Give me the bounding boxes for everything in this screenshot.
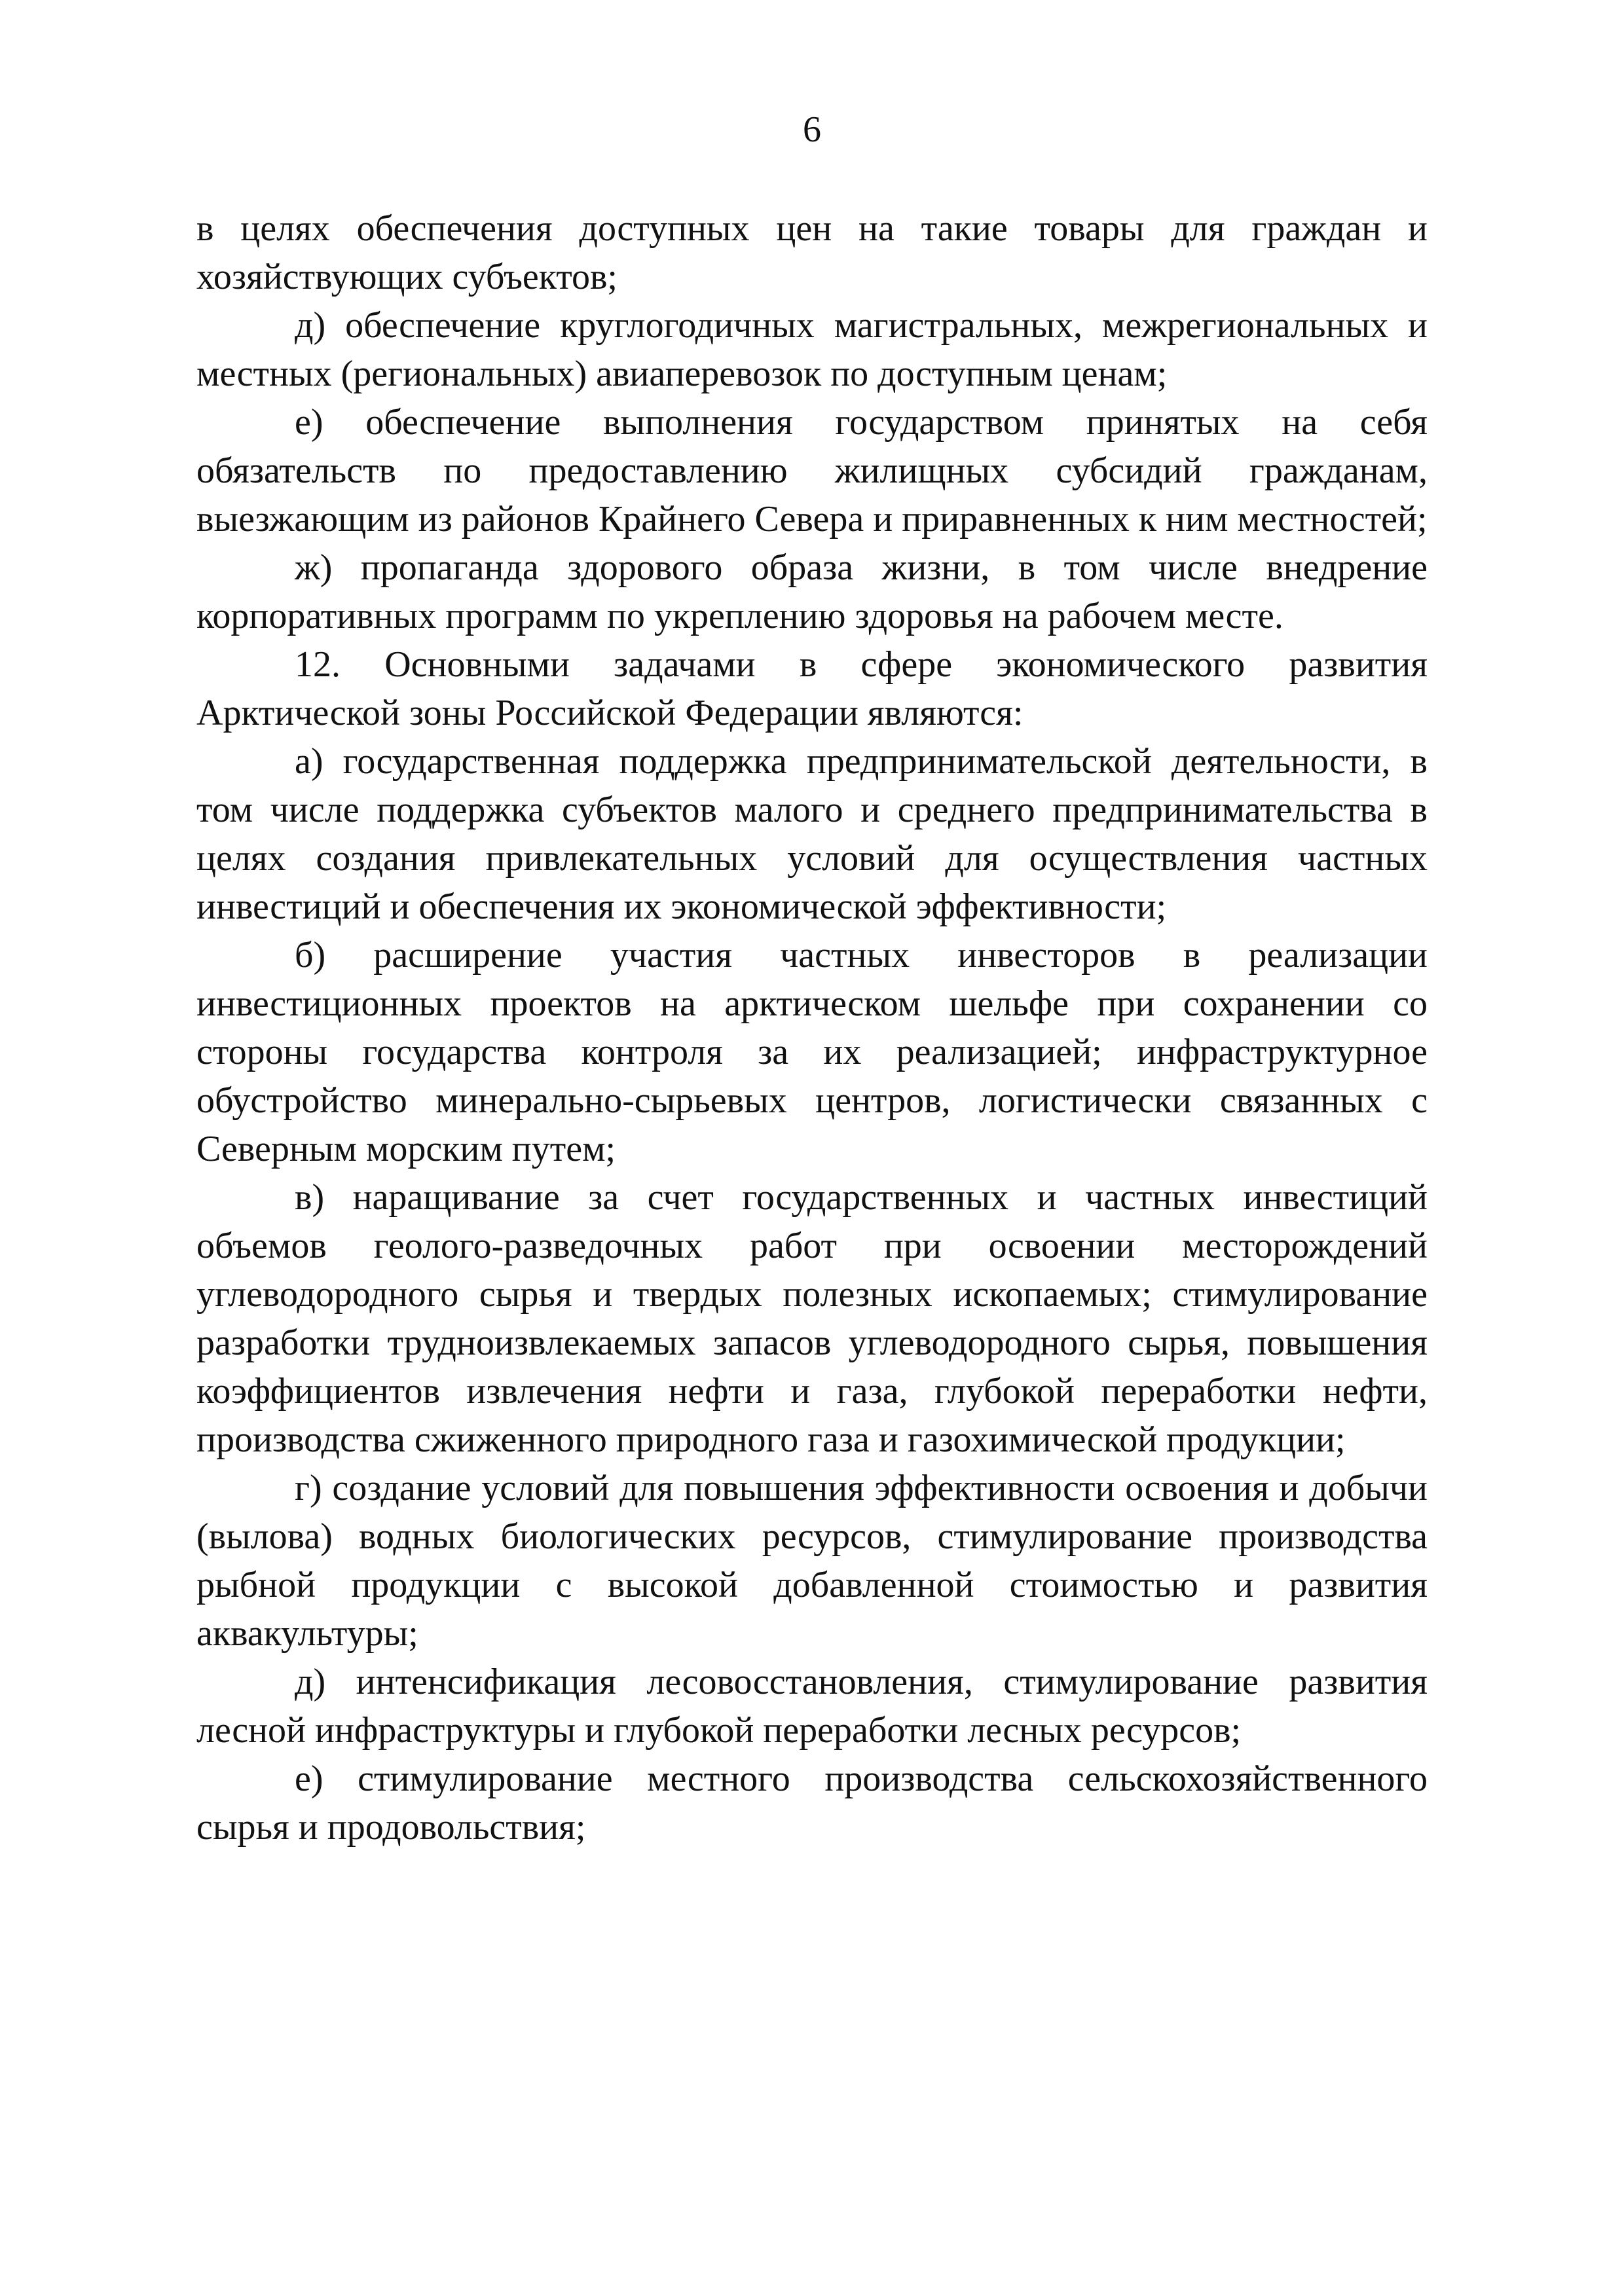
- page-number: 6: [803, 109, 821, 150]
- paragraph-item-12-a: а) государственная поддержка предпринимательской деятельности, в том числе поддержка субъектов малого и среднего предпринимательства в целях создания привлекательных условий для осуществления частных инвестиций и обеспечения их экономической эффективности;: [196, 741, 1428, 927]
- paragraph-section-12: 12. Основными задачами в сфере экономического развития Арктической зоны Российской Федерации являются:: [196, 644, 1428, 733]
- paragraph-continuation: в целях обеспечения доступных цен на такие товары для граждан и хозяйствующих субъектов;: [196, 208, 1428, 297]
- paragraph-item-12-d: д) интенсификация лесовосстановления, стимулирование развития лесной инфраструктуры и глубокой переработки лесных ресурсов;: [196, 1662, 1428, 1751]
- paragraph-item-11-zh: ж) пропаганда здорового образа жизни, в том числе внедрение корпоративных программ по укреплению здоровья на рабочем месте.: [196, 547, 1428, 636]
- paragraph-item-12-b: б) расширение участия частных инвесторов в реализации инвестиционных проектов на арктическом шельфе при сохранении со стороны государства контроля за их реализацией; инфраструктурное обустройство минерально-сырьевых центров, логистически связанных с Северным морским путем;: [196, 935, 1428, 1169]
- paragraph-item-11-d: д) обеспечение круглогодичных магистральных, межрегиональных и местных (региональных) авиаперевозок по доступным ценам;: [196, 305, 1428, 394]
- paragraph-item-12-e: е) стимулирование местного производства сельскохозяйственного сырья и продовольствия;: [196, 1758, 1428, 1848]
- paragraph-item-11-e: е) обеспечение выполнения государством принятых на себя обязательств по предоставлению жилищных субсидий гражданам, выезжающим из районов Крайнего Севера и приравненных к ним местностей;: [196, 402, 1428, 539]
- document-body: [196, 204, 1428, 1851]
- paragraph-item-12-v: в) наращивание за счет государственных и частных инвестиций объемов геолого-разведочных работ при освоении месторождений углеводородного сырья и твердых полезных ископаемых; стимулирование разработки трудноизвлекаемых запасов углеводородного сырья, повышения коэффициентов извлечения нефти и газа, глубокой переработки нефти, производства сжиженного природного газа и газохимической продукции;: [196, 1177, 1428, 1460]
- paragraph-item-12-g: г) создание условий для повышения эффективности освоения и добычи (вылова) водных биологических ресурсов, стимулирование производства рыбной продукции с высокой добавленной стоимостью и развития аквакультуры;: [196, 1468, 1428, 1654]
